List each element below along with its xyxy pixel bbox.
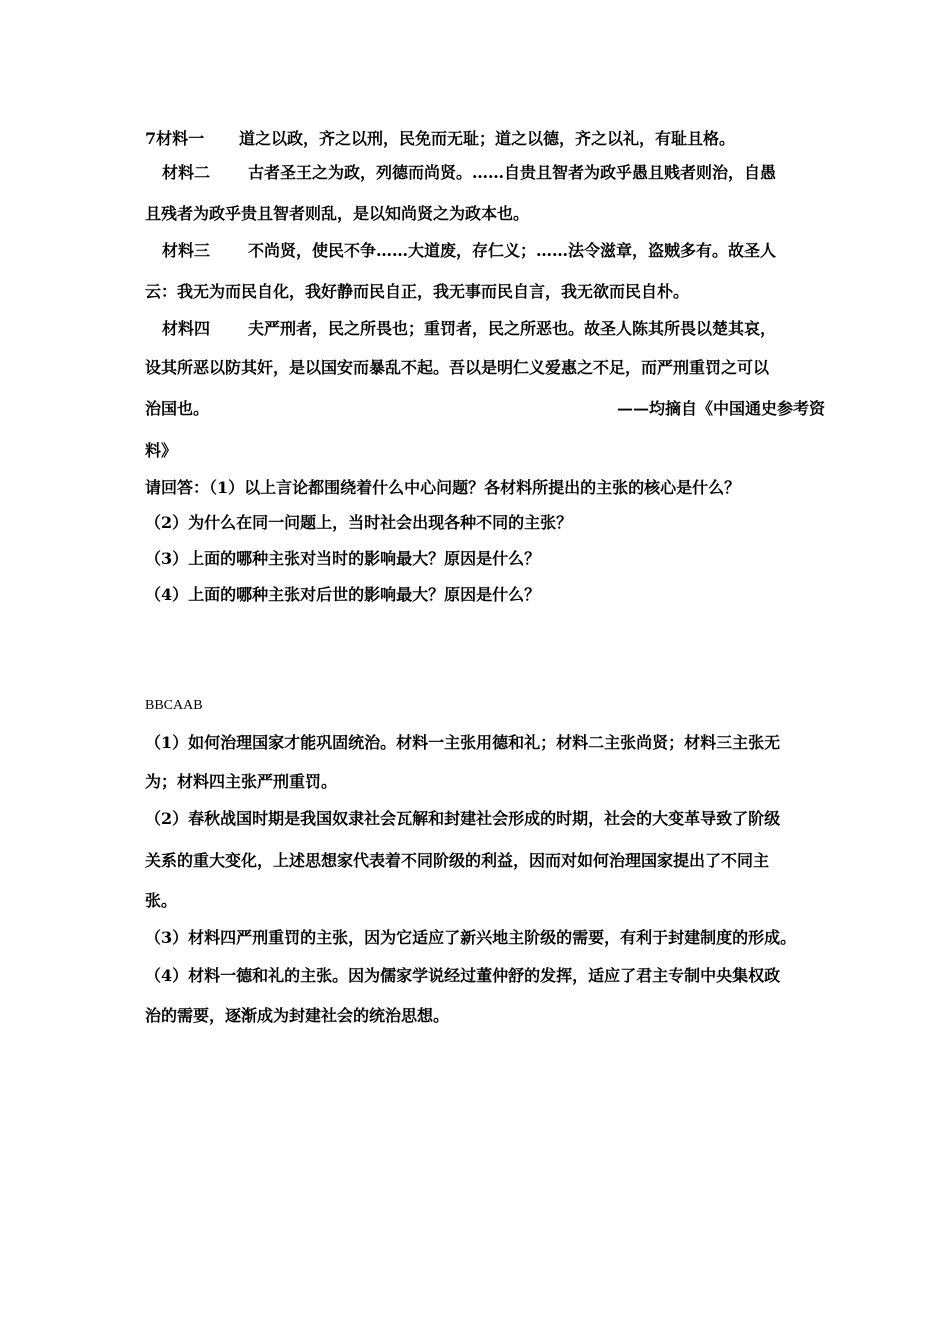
material-4-text-1: 夫严刑者，民之所畏也；重罚者，民之所恶也。故圣人陈其所畏以楚其哀，: [248, 319, 777, 338]
answer-2-line-1: （2）春秋战国时期是我国奴隶社会瓦解和封建社会形成的时期，社会的大变革导致了阶级: [145, 809, 781, 828]
question-3: （3）上面的哪种主张对当时的影响最大？原因是什么？: [145, 549, 541, 568]
material-2-label: 材料二: [162, 163, 211, 182]
choice-answer-key: BBCAAB: [145, 698, 203, 713]
answer-4-line-1: （4）材料一德和礼的主张。因为儒家学说经过董仲舒的发挥，适应了君主专制中央集权政: [145, 966, 781, 985]
material-2-line-2: 且残者为政乎贵且智者则乱，是以知尚贤之为政本也。: [145, 204, 530, 223]
material-1-line: [145, 128, 825, 150]
material-4-label: 材料四: [162, 319, 211, 338]
question-prompt-1: 请回答：（1）以上言论都围绕着什么中心问题？各材料所提出的主张的核心是什么？: [145, 478, 741, 497]
material-3-label: 材料三: [162, 241, 211, 260]
answer-2-line-2: 关系的重大变化，上述思想家代表着不同阶级的利益，因而对如何治理国家提出了不同主: [145, 851, 770, 870]
material-3-text-1: 不尚贤，使民不争……大道废，存仁义；……法令滋章，盗贼多有。故圣人: [248, 241, 777, 260]
material-1-text: 道之以政，齐之以刑，民免而无耻；道之以德，齐之以礼，有耻且格。: [239, 129, 736, 148]
answer-2-line-3: 张。: [145, 891, 178, 910]
material-2-line-1: [162, 162, 842, 184]
material-3-line-1: [162, 240, 842, 262]
answer-1-line-2: 为；材料四主张严刑重罚。: [145, 772, 338, 791]
material-1-label: 7材料一: [145, 129, 205, 148]
material-4-line-2: 设其所恶以防其奸，是以国安而暴乱不起。吾以是明仁义爱惠之不足，而严刑重罚之可以: [145, 358, 770, 377]
question-2: （2）为什么在同一问题上，当时社会出现各种不同的主张？: [145, 513, 573, 532]
answer-4-line-2: 治的需要，逐渐成为封建社会的统治思想。: [145, 1006, 450, 1025]
question-4: （4）上面的哪种主张对后世的影响最大？原因是什么？: [145, 585, 541, 604]
answer-1-line-1: （1）如何治理国家才能巩固统治。材料一主张用德和礼；材料二主张尚贤；材料三主张无: [145, 733, 781, 752]
material-2-text-1: 古者圣王之为政，列德而尚贤。……自贵且智者为政乎愚且贱者则治，自愚: [248, 163, 777, 182]
material-3-line-2: 云：我无为而民自化，我好静而民自正，我无事而民自言，我无欲而民自朴。: [145, 282, 690, 301]
material-4-text-3: 治国也。: [145, 399, 210, 418]
material-4-line-1: [162, 318, 842, 340]
source-citation: ——均摘自《中国通史参考资: [616, 399, 825, 418]
answer-3: （3）材料四严刑重罚的主张，因为它适应了新兴地主阶级的需要，有利于封建制度的形成。: [145, 928, 797, 947]
source-citation-end: 料》: [145, 441, 178, 460]
material-4-line-3: [145, 398, 825, 420]
